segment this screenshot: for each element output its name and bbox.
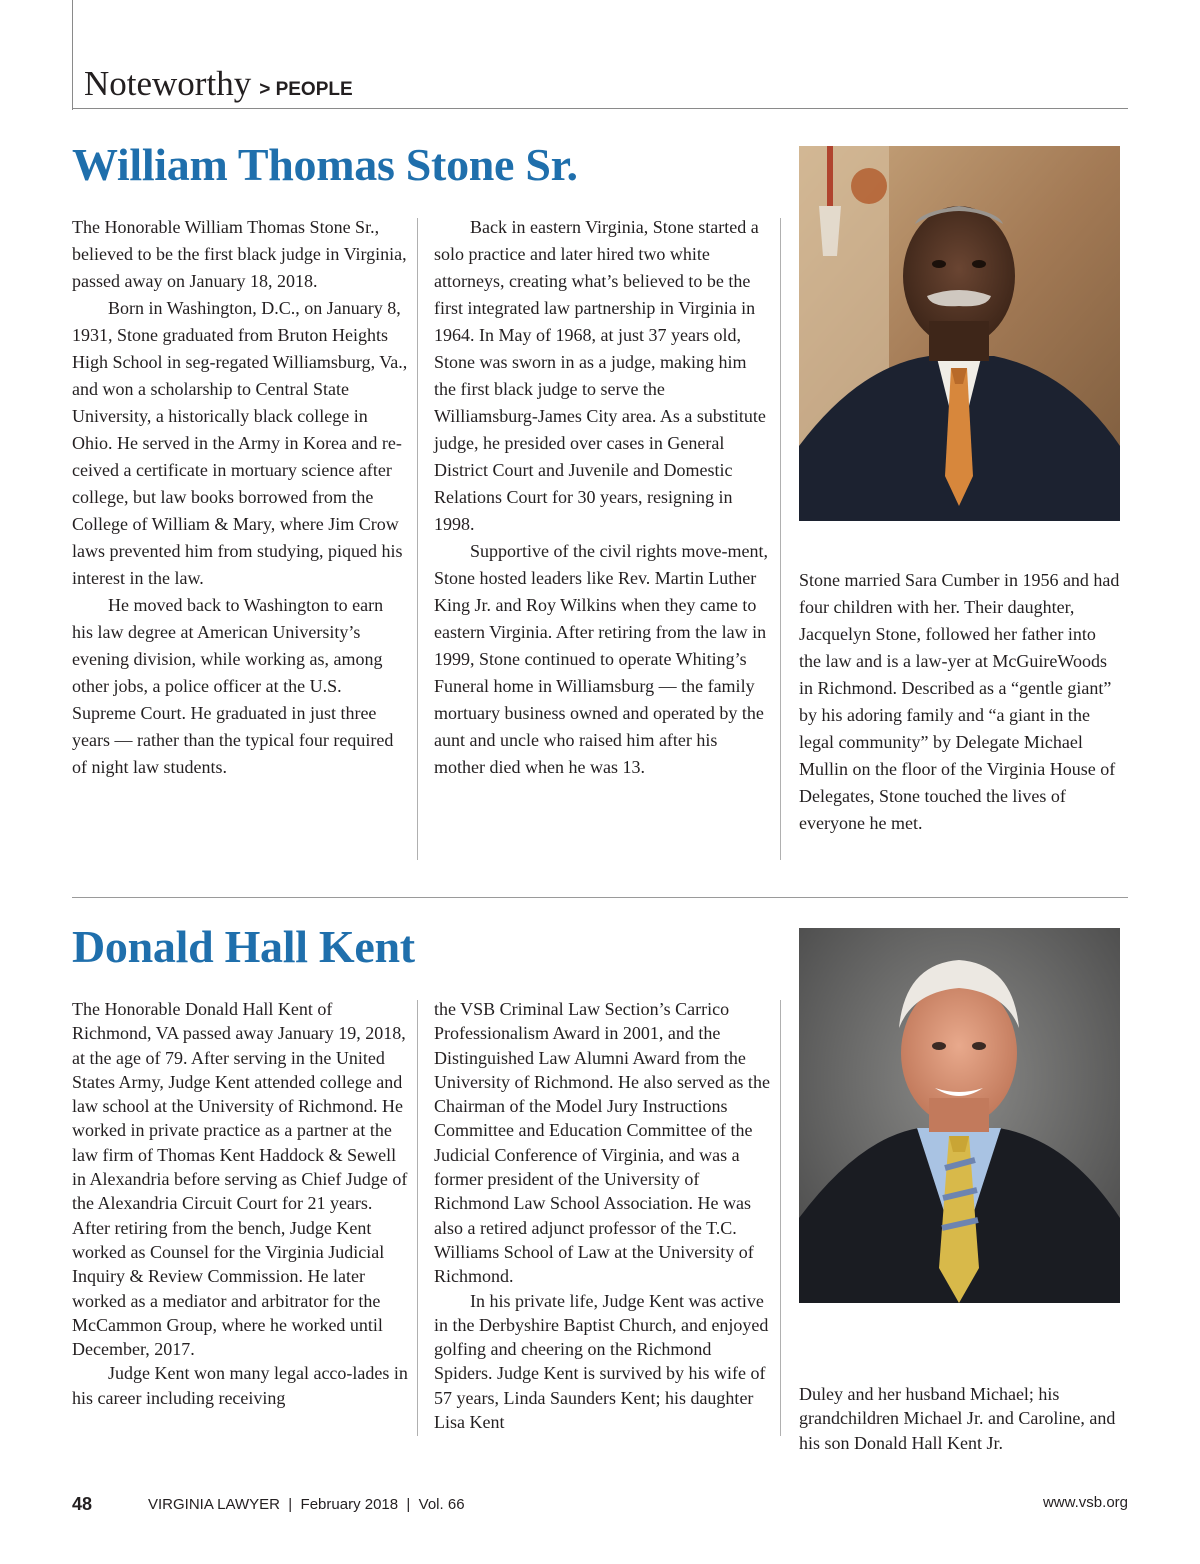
section-name: Noteworthy [84, 64, 252, 103]
section-subsection: > PEOPLE [259, 79, 353, 100]
article1-column-rule-2 [780, 218, 781, 860]
article1-photo [799, 146, 1120, 521]
article2-col3 [799, 1382, 1123, 1455]
article1-col2 [434, 214, 770, 781]
article1-column-rule-1 [417, 218, 418, 860]
magazine-info: VIRGINIA LAWYER | February 2018 | Vol. 66 [148, 1496, 465, 1513]
article1-col1-p2: Born in Washington, D.C., on January 8, 1931, Stone graduated from Bruton Heights High School in seg-regated Williamsburg, Va., and won a scholarship to Central State University, a historically black college in Ohio. He served in the Army in Korea and re-ceived a certificate in mortuary science after college, but law books borrowed from the College of William & Mary, where Jim Crow laws prevented him from studying, piqued his interest in the law. [72, 298, 408, 588]
stone-portrait-image [799, 146, 1120, 521]
section-header [84, 64, 353, 104]
article2-title: Donald Hall Kent [72, 921, 415, 972]
article2-col1-p2: Judge Kent won many legal acco-lades in his career including receiving [72, 1363, 408, 1408]
article2-col1-p1: The Honorable Donald Hall Kent of Richmond, VA passed away January 19, 2018, at the age of 79. After serving in the United States Army, Judge Kent attended college and law school at the University of Richmond. He worked in private practice as a partner at the law firm of Thomas Kent Haddock & Sewell in Alexandria before serving as Chief Judge of the Alexandria Circuit Court for 21 years. After retiring from the bench, Judge Kent worked as Counsel for the Virginia Judicial Inquiry & Review Commission. He later worked as a mediator and arbitrator for the McCammon Group, where he worked until December, 2017. [72, 999, 408, 1360]
article1-col3-p1: Stone married Sara Cumber in 1956 and had four children with her. Their daughter, Jacquelyn Stone, followed her father into the law and is a law-yer at McGuireWoods in Richmond. Described as a “gentle giant” by his adoring family and “a giant in the legal community” by Delegate Michael Mullin on the floor of the Virginia House of Delegates, Stone touched the lives of everyone he met. [799, 570, 1120, 833]
article2-col2-p2: In his private life, Judge Kent was active in the Derbyshire Baptist Church, and enjoyed golfing and cheering on the Richmond Spiders. Judge Kent is survived by his wife of 57 years, Linda Saunders Kent; his daughter Lisa Kent [434, 1290, 769, 1433]
article1-col2-p1: Back in eastern Virginia, Stone started a solo practice and later hired two white attorneys, creating what’s believed to be the first integrated law partnership in Virginia in 1964. In May of 1968, at just 37 years old, Stone was sworn in as a judge, making him the first black judge to serve the Williamsburg-James City area. As a substitute judge, he presided over cases in General District Court and Juvenile and Domestic Relations Court for 30 years, resigning in 1998. [434, 217, 766, 534]
page-number: 48 [72, 1494, 93, 1514]
article1-col1-p3: He moved back to Washington to earn his law degree at American University’s evening division, while working as, among other jobs, a police officer at the U.S. Supreme Court. He graduated in just three years — rather than the typical four required of night law students. [72, 595, 394, 777]
article1-col1 [72, 214, 408, 781]
article2-col2-p1: the VSB Criminal Law Section’s Carrico Professionalism Award in 2001, and the Distinguished Law Alumni Award from the University of Richmond. He also served as the Chairman of the Model Jury Instructions Committee and Education Committee of the Judicial Conference of Virginia, and was a former president of the University of Richmond Law School Association. He was also a retired adjunct professor of the T.C. Williams School of Law at the University of Richmond. [434, 999, 770, 1287]
article1-title: William Thomas Stone Sr. [72, 139, 578, 190]
article-divider [72, 897, 1128, 898]
site-url[interactable]: www.vsb.org [1042, 1494, 1128, 1511]
article1-col1-p1: The Honorable William Thomas Stone Sr., believed to be the first black judge in Virginia, passed away on January 18, 2018. [72, 217, 407, 291]
article2-col1 [72, 997, 408, 1410]
article2-photo [799, 928, 1120, 1303]
article2-column-rule-1 [417, 1000, 418, 1436]
header-vertical-rule [72, 0, 73, 110]
article2-column-rule-2 [780, 1000, 781, 1436]
article2-col2 [434, 997, 770, 1434]
article2-col3-p1: Duley and her husband Michael; his grandchildren Michael Jr. and Caroline, and his son Donald Hall Kent Jr. [799, 1384, 1116, 1453]
article1-col3 [799, 567, 1121, 837]
header-horizontal-rule [72, 108, 1128, 109]
article1-col2-p2: Supportive of the civil rights move-ment, Stone hosted leaders like Rev. Martin Luther King Jr. and Roy Wilkins when they came to eastern Virginia. After retiring from the law in 1999, Stone continued to operate Whiting’s Funeral home in Williamsburg — the family mortuary business owned and operated by the aunt and uncle who raised him after his mother died when he was 13. [434, 541, 768, 777]
kent-portrait-image [799, 928, 1120, 1303]
